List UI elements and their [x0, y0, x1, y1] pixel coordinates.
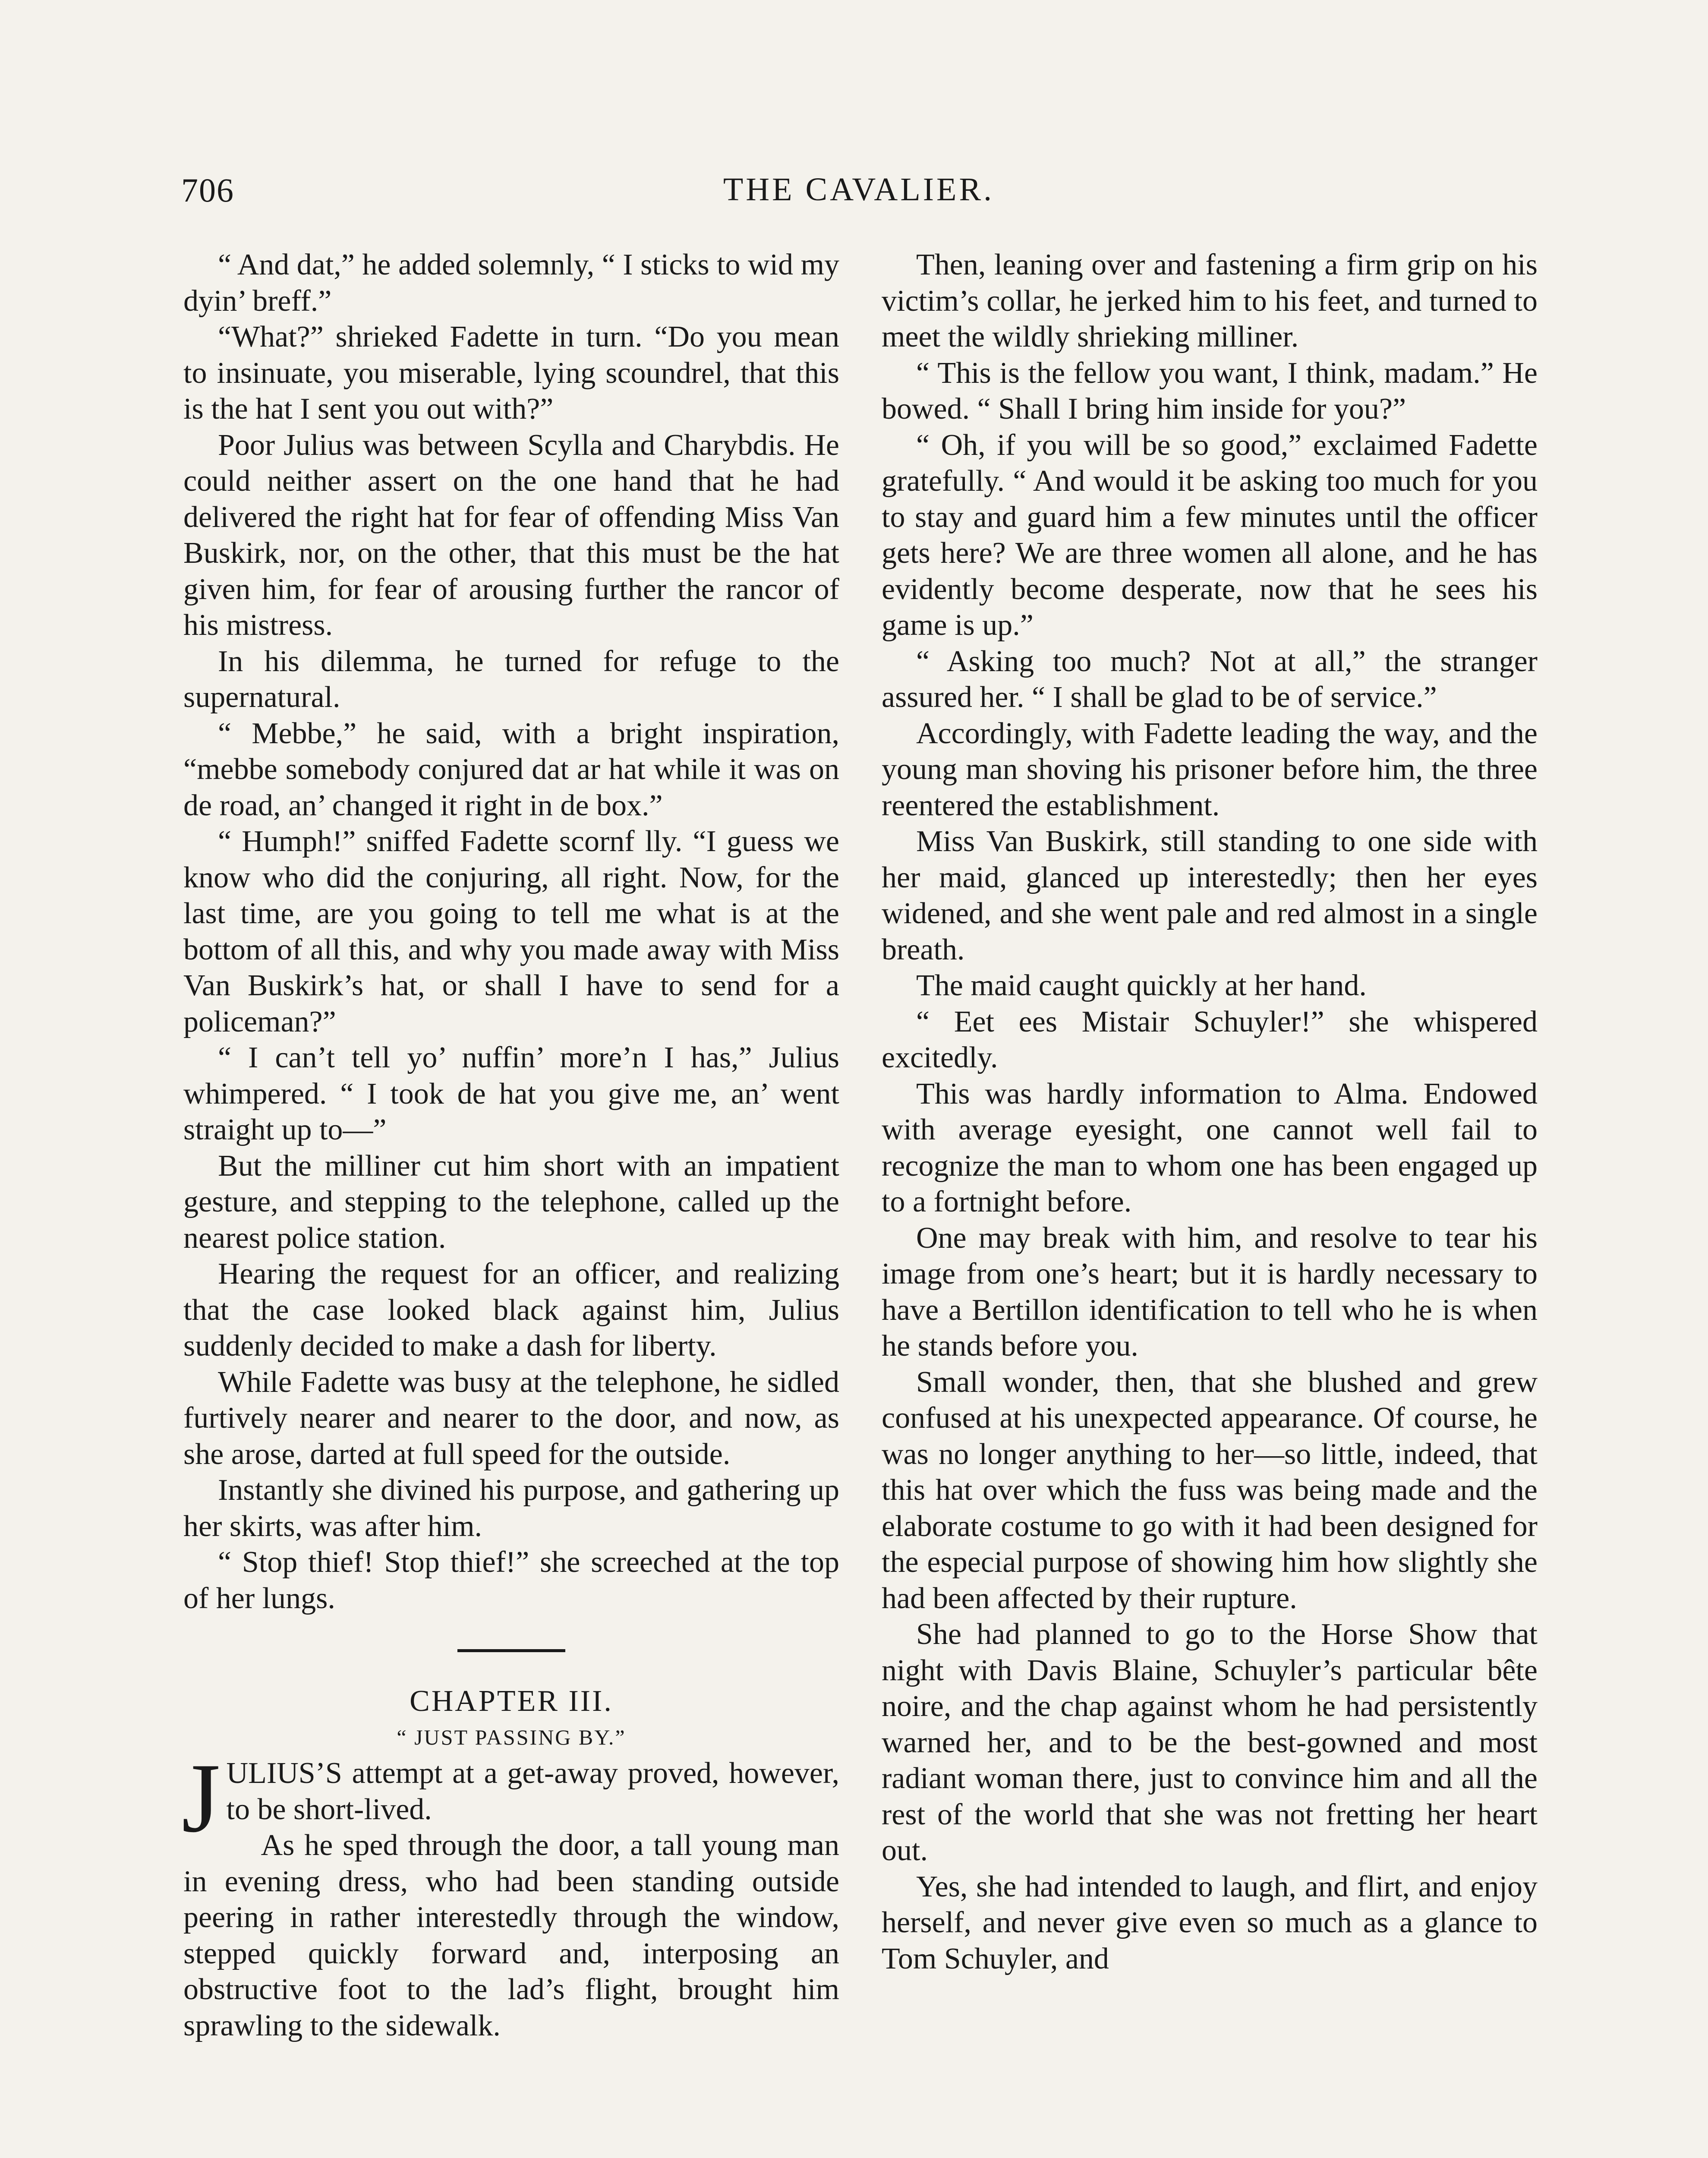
running-title: THE CAVALIER. [723, 171, 995, 208]
paragraph: “ Mebbe,” he said, with a bright inspiration, “mebbe somebody conjured dat ar hat while it was on de road, an’ changed it right in de box.” [183, 716, 839, 822]
chapter-opening-paragraph [182, 1743, 839, 1853]
paragraph: “What?” shrieked Fadette in turn. “Do you mean to insinuate, you miserable, lying scoundrel, that this is the hat I sent you out with?” [183, 320, 839, 426]
paragraph: “ I can’t tell yo’ nuffin’ more’n I has,” Julius whimpered. “ I took de hat you give me, an’ went straight up to—” [183, 1041, 839, 1146]
paragraph: One may break with him, and resolve to tear his image from one’s heart; but it is hardly necessary to have a Bertillon identification to tell who he is when he stands before you. [882, 1221, 1538, 1363]
paragraph: Then, leaning over and fastening a firm grip on his victim’s collar, he jerked him to his feet, and turned to meet the wildly shrieking milliner. [882, 248, 1538, 353]
paragraph: “ Humph!” sniffed Fadette scornf lly. “I guess we know who did the conjuring, all right. Now, for the last time, are you going to tell me what is at the bottom of all this, and why you made away with Miss Van Buskirk’s hat, or shall I have to send for a policeman?” [183, 825, 839, 1038]
paragraph: “ Oh, if you will be so good,” exclaimed Fadette gratefully. “ And would it be asking too much for you to stay and guard him a few minutes until the officer gets here? We are three women all alone, and he has evidently become desperate, now that he sees his game is up.” [882, 428, 1538, 642]
paragraph: “ And dat,” he added solemnly, “ I sticks to wid my dyin’ breff.” [183, 248, 839, 318]
chapter-title: CHAPTER III. [410, 1685, 613, 1718]
paragraph: The maid caught quickly at her hand. [916, 969, 1367, 1002]
paragraph: But the milliner cut him short with an impatient gesture, and stepping to the telephone, called up the nearest police station. [183, 1149, 839, 1255]
right-column [882, 247, 1538, 1977]
paragraph: “ This is the fellow you want, I think, madam.” He bowed. “ Shall I bring him inside for you?” [882, 356, 1538, 426]
paragraph: While Fadette was busy at the telephone, he sidled furtively nearer and nearer to the door, and now, as she arose, darted at full speed for the outside. [183, 1365, 839, 1471]
chapter-subtitle: “ JUST PASSING BY.” [397, 1725, 626, 1749]
paragraph: Poor Julius was between Scylla and Charybdis. He could neither assert on the one hand that he had delivered the right hat for fear of offending Miss Van Buskirk, nor, on the other, that this must be the hat given him, for fear of arousing further the rancor of his mistress. [183, 428, 839, 642]
paragraph: “ Eet ees Mistair Schuyler!” she whispered excitedly. [882, 1005, 1538, 1074]
paragraph: “ Asking too much? Not at all,” the stranger assured her. “ I shall be glad to be of service.” [882, 644, 1538, 714]
drop-cap: J [182, 1743, 221, 1853]
running-header [181, 171, 1536, 218]
paragraph: She had planned to go to the Horse Show that night with Davis Blaine, Schuyler’s particular bête noire, and the chap against whom he had persistently warned her, and to be the best-gowned and most radiant woman there, just to convince him and all the rest of the world that she was not fretting her heart out. [882, 1618, 1538, 1867]
left-column [183, 247, 839, 2044]
paragraph: Instantly she divined his purpose, and gathering up her skirts, was after him. [183, 1473, 839, 1543]
paragraph: “ Stop thief! Stop thief!” she screeched at the top of her lungs. [183, 1546, 839, 1615]
paragraph: Yes, she had intended to laugh, and flirt, and enjoy herself, and never give even so much as a glance to Tom Schuyler, and [882, 1870, 1538, 1975]
paragraph: Small wonder, then, that she blushed and grew confused at his unexpected appearance. Of course, he was no longer anything to her—so little, indeed, that this hat over which the fuss was being made and the elaborate costume to go with it had been designed for the especial purpose of showing him how slightly she had been affected by their rupture. [882, 1365, 1538, 1615]
paragraph: Accordingly, with Fadette leading the way, and the young man shoving his prisoner before him, the three reentered the establishment. [882, 716, 1538, 822]
paragraph: This was hardly information to Alma. Endowed with average eyesight, one cannot well fail to recognize the man to whom one has been engaged up to a fortnight before. [882, 1077, 1538, 1218]
paragraph: Miss Van Buskirk, still standing to one side with her maid, glanced up interestedly; then her eyes widened, and she went pale and red almost in a single breath. [882, 825, 1538, 966]
page-number: 706 [181, 171, 234, 209]
opening-text: ULIUS’S attempt at a get-away proved, however, to be short-lived. [226, 1757, 839, 1826]
paragraph: Hearing the request for an officer, and realizing that the case looked black against him, Julius suddenly decided to make a dash for liberty. [183, 1257, 839, 1363]
section-divider [457, 1649, 565, 1652]
paragraph: In his dilemma, he turned for refuge to the supernatural. [183, 644, 839, 714]
paragraph: As he sped through the door, a tall young man in evening dress, who had been standing outside peering in rather interestedly through the window, stepped quickly forward and, interposing an obstructive foot to the lad’s flight, brought him sprawling to the sidewalk. [183, 1829, 839, 2042]
